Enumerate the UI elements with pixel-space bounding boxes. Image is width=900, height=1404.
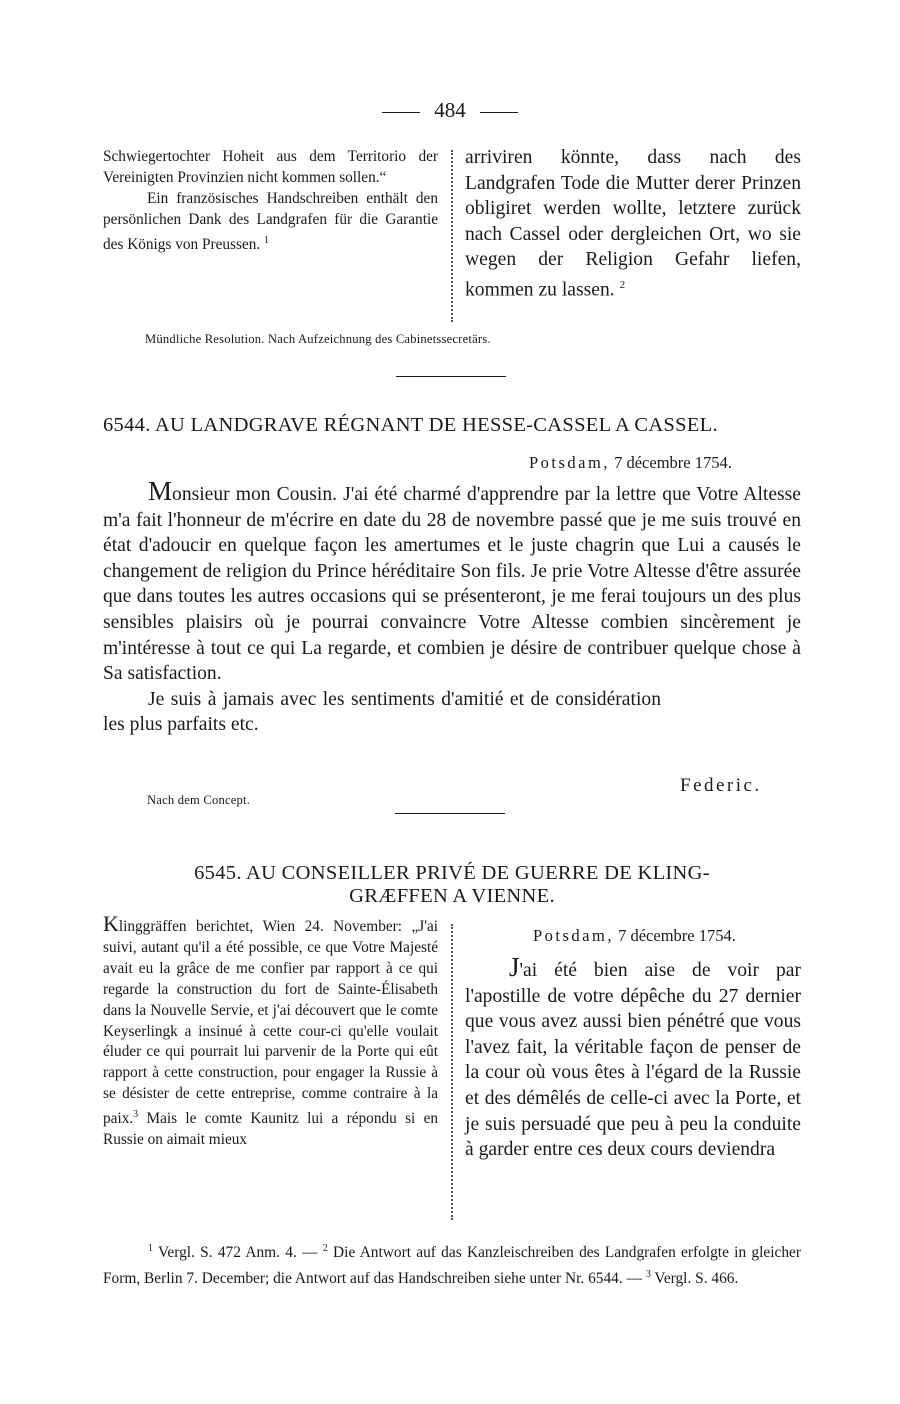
footnote-2-number: 2 [322,1243,328,1254]
letter-6544-para2: Je suis à jamais avec les sentiments d'amitié et de considération les plus parfaits etc. [103,688,661,736]
letter-6544-number: 6544. [103,414,151,436]
top-column-divider [451,150,453,322]
letter-6544-para1-text: onsieur mon Cousin. J'ai été charmé d'apprendre par la lettre que Votre Altesse m'a fait l'honneur de m'écrire en date du 28 de novembre passé que je me suis trouvé en état d'adoucir en quelque façon les amertumes et le juste chagrin que Lui a causés le changement de religion du Prince héréditaire Son fils. Je prie Votre Altesse d'être assurée que dans toutes les autres occasions qui se présenteront, je me ferai toujours un des plus sensibles plaisirs où je pourrai convaincre Votre Altesse combien sincèrement je m'intéresse à tout ce qui La regarde, et combien je désire de contribuer quelque chose à Sa satisfaction. [103,484,801,685]
top-left-column [103,146,438,255]
letter-6545-right-initial: J [509,952,520,982]
letter-6544-para1 [103,476,801,687]
footnote-2-text: Die Antwort auf das Kanzleischreiben des Landgrafen erfolgte in gleicher Form, Berlin 7. December; die Antwort auf das Handschreiben siehe unter Nr. 6544. — [103,1244,801,1287]
letter-6545-right-para [465,952,801,1163]
letter-6545-place: Potsdam, [533,926,614,945]
letter-6545-heading-line1 [103,862,801,885]
letter-6544-title: AU LANDGRAVE RÉGNANT DE HESSE-CASSEL A CASSEL. [154,414,718,436]
footnote-ref-2: 2 [619,278,626,291]
footnote-1-text: Vergl. S. 472 Anm. 4. — [158,1244,318,1262]
page-number-text: 484 [434,98,466,122]
letter-6545-left-column [103,911,439,1151]
letter-6545-number: 6545. [194,862,242,884]
letter-6544-body [103,476,801,738]
footnotes-para [103,1238,801,1289]
section-rule-2 [395,813,505,814]
letter-6545-title-line2: GRÆFFEN A VIENNE. [349,885,555,907]
section-rule-1 [396,376,506,377]
top-left-para2 [103,188,438,255]
letter-6544-initial: M [148,476,173,506]
letter-6545-right-column [465,952,801,1163]
page-number-dash-left [382,112,420,113]
letter-6545-column-divider [451,924,453,1220]
top-right-column [465,145,801,303]
letter-6545-title-line1: AU CONSEILLER PRIVÉ DE GUERRE DE KLING- [246,862,710,884]
top-left-para1: Schwiegertochter Hoheit aus dem Territorio der Vereinigten Provinzien nicht kommen sollen.“ [103,148,438,186]
letter-6545-date: 7 décembre 1754. [618,926,736,945]
footnote-ref-3: 3 [133,1109,139,1121]
page-number-dash-right [480,112,518,113]
letter-6545-left-text2: Mais le comte Kaunitz lui a répondu si en Russie on aimait mieux [103,1110,439,1149]
letter-6544-signature: Federic. [680,775,762,796]
top-source-note: Mündliche Resolution. Nach Aufzeichnung des Cabinetssecretärs. [145,332,491,346]
footnote-ref-1: 1 [264,235,270,246]
footnotes [103,1238,801,1289]
letter-6545-dateline [533,926,736,946]
letter-6545-right-text: 'ai été bien aise de voir par l'apostille de votre dépêche du 27 dernier que vous avez aussi bien pénétré que vous l'avez fait, la véritable façon de penser de la cour où vous êtes à l'égard de la Russie et des démêlés de celle-ci avec la Porte, et je suis persuadé que peu à peu la conduite à garder entre ces deux cours deviendra [465,960,801,1161]
letter-6545-left-initial: K [103,911,119,936]
letter-6544-place: Potsdam, [529,453,610,472]
footnote-1-number: 1 [148,1243,153,1254]
letter-6544-dateline [529,453,732,473]
page-number [0,98,900,123]
footnote-3-number: 3 [645,1268,651,1280]
top-right-para [465,145,801,303]
letter-6545-left-text: linggräffen berichtet, Wien 24. November: „J'ai suivi, autant qu'il a été possible, ce que Votre Majesté avait eu la grâce de me confier par rapport à ce qui regarde la construction du fort de Sainte-Élisabeth dans la Nouvelle Servie, et j'ai découvert que le comte Keyserlingk a insinué à cette cour-ci qu'elle voulait éluder ce qui pourrait lui parvenir de la Porte qui eût rapport à cette construction, pour engager la Russie à se désister de cette entreprise, comme contraire à la paix. [103,918,438,1128]
top-left-para2-text: Ein französisches Handschreiben enthält den persönlichen Dank des Landgrafen für die Garantie des Königs von Preussen. [103,190,438,254]
letter-6544-date: 7 décembre 1754. [614,453,732,472]
footnote-3-text: Vergl. S. 466. [654,1269,739,1287]
letter-6544-heading [103,414,801,437]
letter-6544-source: Nach dem Concept. [147,793,251,807]
top-right-text: arriviren könnte, dass nach des Landgrafen Tode die Mutter derer Prinzen obligiret werden wollte, letztere zurück nach Cassel oder dergleichen Ort, wo sie wegen der Religion Gefahr liefen, kommen zu lassen. [465,147,801,301]
letter-6545-heading [103,862,801,908]
letter-6545-left-para [103,911,439,1151]
